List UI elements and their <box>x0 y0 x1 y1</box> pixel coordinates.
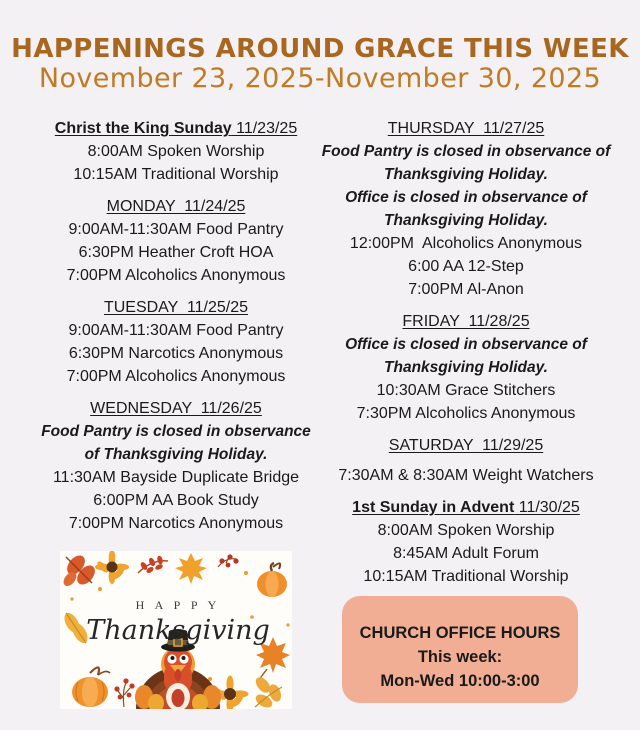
event-line: 9:00AM-11:30AM Food Pantry <box>68 322 284 339</box>
section-saturday <box>314 434 618 487</box>
section-heading: THURSDAY 11/27/25 <box>387 120 545 137</box>
office-hours-times: Mon-Wed 10:00-3:00 <box>380 672 540 690</box>
section-heading: FRIDAY 11/28/25 <box>402 313 530 330</box>
event-line: 6:30PM Heather Croft HOA <box>78 244 274 261</box>
section-tuesday <box>26 296 326 388</box>
event-line: 9:00AM-11:30AM Food Pantry <box>68 221 284 238</box>
heading-date: 11/30/25 <box>514 499 580 516</box>
thanksgiving-image <box>60 551 292 709</box>
event-line: 12:00PM Alcoholics Anonymous <box>349 235 583 252</box>
event-line: 7:30AM & 8:30AM Weight Watchers <box>338 467 594 484</box>
heading-strong: 1st Sunday in Advent <box>352 499 515 516</box>
event-line: 11:30AM Bayside Duplicate Bridge <box>52 469 300 486</box>
section-heading: SATURDAY 11/29/25 <box>388 437 544 454</box>
event-line: 8:45AM Adult Forum <box>393 545 539 562</box>
event-line: 6:00PM AA Book Study <box>93 492 259 509</box>
section-christ-the-king-sunday <box>26 117 326 186</box>
event-line: 6:00 AA 12-Step <box>408 258 524 275</box>
closure-note: Office is closed in observance of <box>345 336 587 353</box>
closure-note: Food Pantry is closed in observance of <box>321 143 611 160</box>
section-heading: WEDNESDAY 11/26/25 <box>90 400 262 417</box>
closure-note: Office is closed in observance of <box>345 189 587 206</box>
office-hours-title: CHURCH OFFICE HOURS <box>359 624 561 642</box>
section-friday <box>314 310 618 425</box>
event-line: 10:15AM Traditional Worship <box>73 166 279 183</box>
event-line: 7:30PM Alcoholics Anonymous <box>356 405 576 422</box>
office-hours-week: This week: <box>417 648 503 666</box>
event-line: 7:00PM Al-Anon <box>408 281 524 298</box>
closure-note: Thanksgiving Holiday. <box>384 166 548 183</box>
schedule-column-left <box>26 117 326 544</box>
event-line: 10:30AM Grace Stitchers <box>376 382 556 399</box>
section-heading: MONDAY 11/24/25 <box>106 198 246 215</box>
event-line: 7:00PM Alcoholics Anonymous <box>66 267 286 284</box>
event-line: 10:15AM Traditional Worship <box>363 568 569 585</box>
event-line: 8:00AM Spoken Worship <box>377 522 555 539</box>
event-line: 7:00PM Alcoholics Anonymous <box>66 368 286 385</box>
section-heading <box>314 496 618 519</box>
event-line: 6:30PM Narcotics Anonymous <box>68 345 284 362</box>
office-hours-box <box>342 596 578 703</box>
heading-date: 11/23/25 <box>231 120 298 137</box>
page-title: HAPPENINGS AROUND GRACE THIS WEEK <box>11 34 629 64</box>
closure-note: Thanksgiving Holiday. <box>384 212 548 229</box>
section-wednesday <box>26 397 326 535</box>
section-monday <box>26 195 326 287</box>
heading-strong: Christ the King Sunday <box>54 120 232 137</box>
event-line: 8:00AM Spoken Worship <box>87 143 265 160</box>
closure-note: of Thanksgiving Holiday. <box>84 446 268 463</box>
closure-note: Thanksgiving Holiday. <box>384 359 548 376</box>
card-text-happy: H A P P Y <box>135 598 221 612</box>
event-line: 7:00PM Narcotics Anonymous <box>68 515 284 532</box>
card-text-thanksgiving: Thanksgiving <box>86 615 270 646</box>
schedule-column-right <box>314 117 618 597</box>
section-first-sunday-advent <box>314 496 618 588</box>
section-heading: TUESDAY 11/25/25 <box>103 299 249 316</box>
section-thursday <box>314 117 618 301</box>
closure-note: Food Pantry is closed in observance <box>41 423 311 440</box>
page-date-range: November 23, 2025-November 30, 2025 <box>38 63 602 94</box>
section-heading <box>26 117 326 140</box>
